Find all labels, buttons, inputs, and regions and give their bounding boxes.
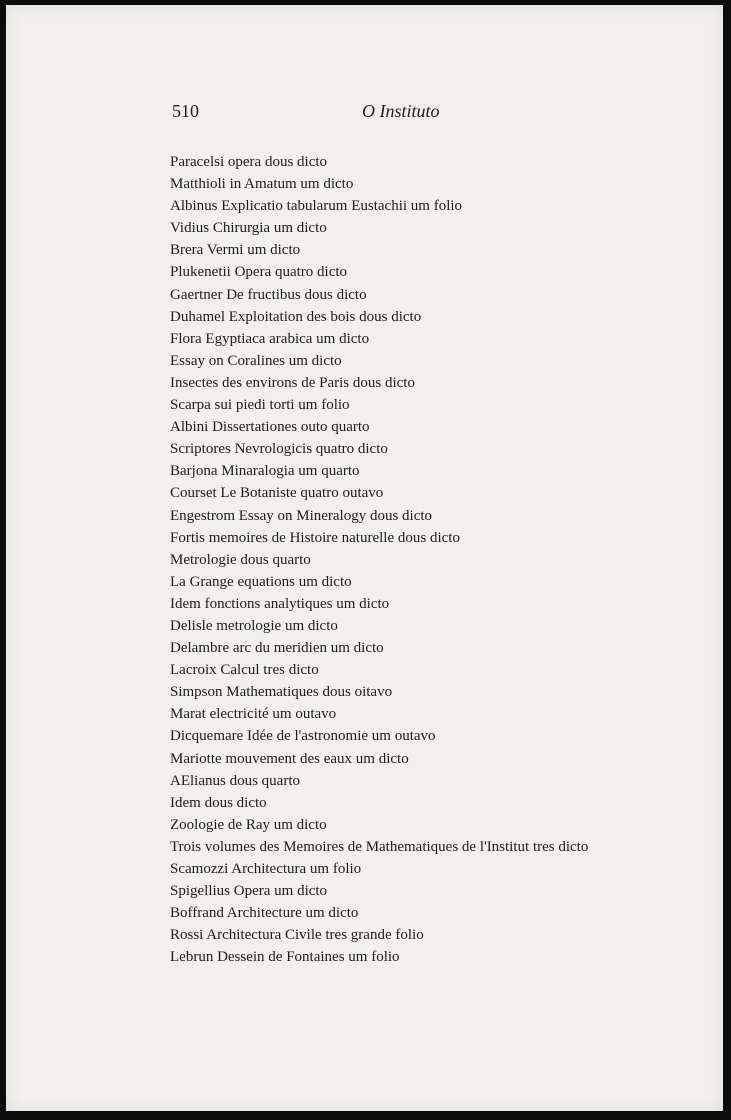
- list-item: Boffrand Architecture um dicto: [170, 905, 359, 922]
- list-item: Paracelsi opera dous dicto: [170, 154, 328, 170]
- list-item: Lebrun Dessein de Fontaines um folio: [170, 949, 400, 966]
- list-item: Courset Le Botaniste quatro outavo: [170, 485, 384, 502]
- list-item: Essay on Coralines um dicto: [170, 352, 342, 369]
- list-item: Zoologie de Ray um dicto: [170, 816, 327, 833]
- list-item: Fortis memoires de Histoire naturelle dous dicto: [170, 529, 460, 546]
- page-header: [172, 101, 472, 127]
- list-item: Engestrom Essay on Mineralogy dous dicto: [170, 507, 433, 524]
- list-item: AElianus dous quarto: [170, 772, 300, 789]
- book-page: [6, 5, 723, 1111]
- page-number: 510: [172, 101, 199, 121]
- book-list: [170, 151, 715, 968]
- list-item: Insectes des environs de Paris dous dicto: [170, 374, 415, 391]
- list-item: Barjona Minaralogia um quarto: [170, 463, 360, 480]
- list-item: Dicquemare Idée de l'astronomie um outavo: [170, 728, 436, 745]
- list-item: Delisle metrologie um dicto: [170, 617, 338, 634]
- list-item: Gaertner De fructibus dous dicto: [170, 286, 367, 303]
- list-item: Idem fonctions analytiques um dicto: [170, 595, 390, 612]
- list-item: Metrologie dous quarto: [170, 551, 311, 568]
- list-item: Lacroix Calcul tres dicto: [170, 662, 319, 679]
- list-item: Mariotte mouvement des eaux um dicto: [170, 750, 409, 767]
- list-item: Albinus Explicatio tabularum Eustachii um folio: [170, 198, 463, 215]
- running-title: O Instituto: [362, 101, 440, 121]
- list-item: Delambre arc du meridien um dicto: [170, 640, 384, 657]
- list-item: Simpson Mathematiques dous oitavo: [170, 684, 393, 701]
- list-item: Flora Egyptiaca arabica um dicto: [170, 330, 370, 347]
- list-item: Trois volumes des Memoires de Mathematiques de l'Institut tres dicto: [170, 838, 589, 855]
- list-item: Idem dous dicto: [170, 794, 267, 811]
- list-item: Duhamel Exploitation des bois dous dicto: [170, 308, 422, 325]
- list-item: Vidius Chirurgia um dicto: [170, 220, 327, 237]
- list-item: Scamozzi Architectura um folio: [170, 861, 362, 877]
- list-item: Matthioli in Amatum um dicto: [170, 176, 354, 193]
- list-item: Scriptores Nevrologicis quatro dicto: [170, 441, 388, 458]
- list-item: Spigellius Opera um dicto: [170, 883, 328, 900]
- list-item: La Grange equations um dicto: [170, 573, 352, 590]
- list-item: Albini Dissertationes outo quarto: [170, 419, 370, 436]
- list-item: Brera Vermi um dicto: [170, 242, 301, 259]
- list-item: Marat electricité um outavo: [170, 706, 337, 723]
- list-item: Plukenetii Opera quatro dicto: [170, 264, 348, 281]
- list-item: Rossi Architectura Civile tres grande folio: [170, 927, 424, 944]
- list-item: Scarpa sui piedi torti um folio: [170, 397, 350, 414]
